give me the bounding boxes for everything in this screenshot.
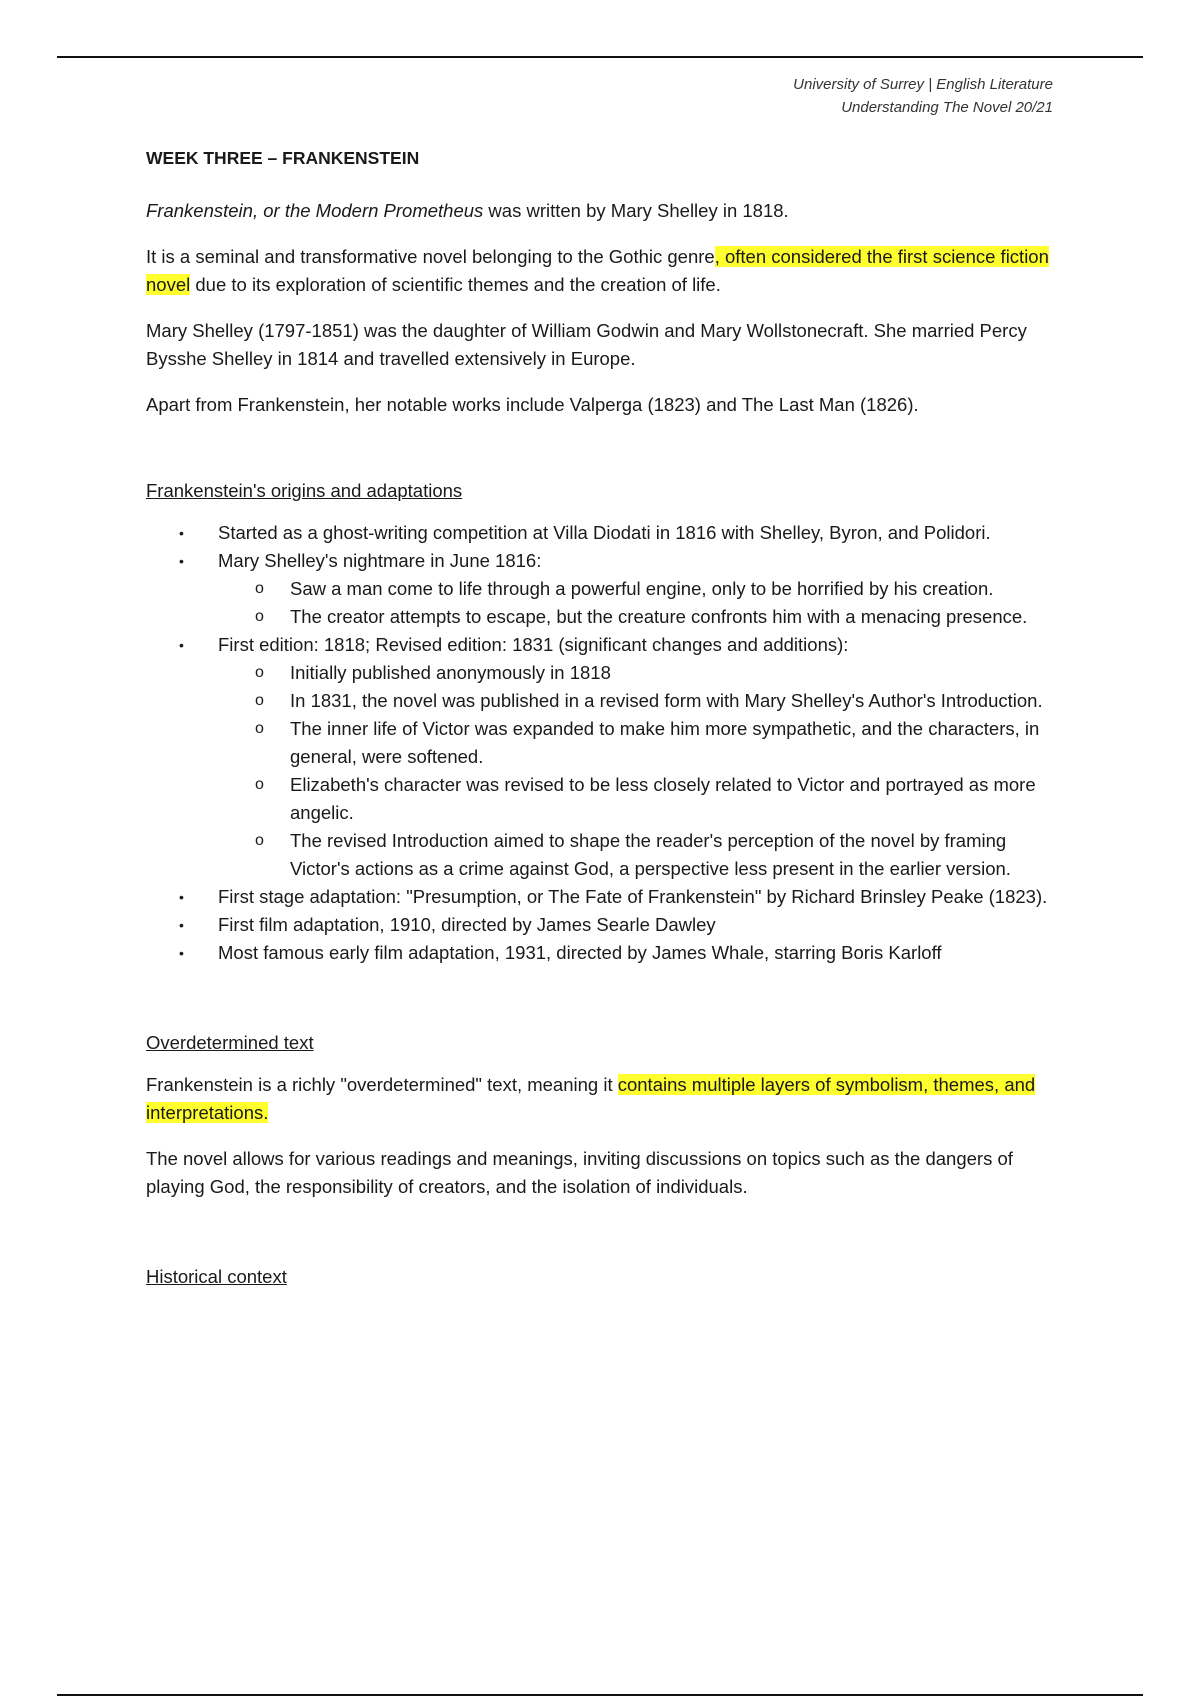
- origins-list: [146, 519, 1056, 967]
- intro-p1-text: was written by Mary Shelley in 1818.: [483, 200, 789, 221]
- page-title: WEEK THREE – FRANKENSTEIN: [146, 148, 420, 168]
- sub-item-text: Elizabeth's character was revised to be less closely related to Victor and portrayed as more angelic.: [290, 774, 1036, 823]
- list-item: [146, 939, 1056, 967]
- list-item: [146, 519, 1056, 547]
- list-item: [146, 631, 1056, 883]
- page-header: [793, 73, 1053, 119]
- sub-list-item: [218, 771, 1056, 827]
- list-item: [146, 547, 1056, 631]
- circle-bullet-icon: o: [255, 720, 264, 737]
- sub-list: [218, 659, 1056, 883]
- list-item-text: First edition: 1818; Revised edition: 1831 (significant changes and additions):: [218, 634, 849, 655]
- circle-bullet-icon: o: [255, 832, 264, 849]
- novel-title: Frankenstein, or the Modern Prometheus: [146, 200, 484, 221]
- sub-item-text: The inner life of Victor was expanded to make him more sympathetic, and the characters, in general, were softened.: [290, 718, 1040, 767]
- bullet-icon: •: [179, 637, 184, 653]
- circle-bullet-icon: o: [255, 580, 264, 597]
- sub-item-text: In 1831, the novel was published in a revised form with Mary Shelley's Author's Introduction.: [290, 690, 1043, 711]
- intro-paragraph-2: [146, 243, 1056, 299]
- list-item-text: Most famous early film adaptation, 1931, directed by James Whale, starring Boris Karloff: [218, 942, 942, 963]
- sub-list: [218, 575, 1056, 631]
- sub-list-item: [218, 659, 1056, 687]
- list-item-text: First film adaptation, 1910, directed by James Searle Dawley: [218, 914, 716, 935]
- bullet-icon: •: [179, 945, 184, 961]
- list-item-text: First stage adaptation: "Presumption, or The Fate of Frankenstein" by Richard Brinsley Peake (1823).: [218, 886, 1048, 907]
- overdetermined-p1-text: Frankenstein is a richly "overdetermined" text, meaning it: [146, 1074, 618, 1095]
- bullet-icon: •: [179, 525, 184, 541]
- overdetermined-paragraph-2: The novel allows for various readings and meanings, inviting discussions on topics such as the dangers of playing God, the responsibility of creators, and the isolation of individuals.: [146, 1148, 1013, 1197]
- list-item-text: Mary Shelley's nightmare in June 1816:: [218, 550, 542, 571]
- top-rule: [57, 56, 1143, 58]
- sub-item-text: The creator attempts to escape, but the creature confronts him with a menacing presence.: [290, 606, 1028, 627]
- circle-bullet-icon: o: [255, 692, 264, 709]
- list-item-text: Started as a ghost-writing competition at Villa Diodati in 1816 with Shelley, Byron, and Polidori.: [218, 522, 991, 543]
- highlight-first-scifi: , often considered the first science fiction novel: [146, 246, 1049, 295]
- highlight-multiple-layers: contains multiple layers of symbolism, themes, and interpretations.: [146, 1074, 1036, 1123]
- intro-p2-text-a: It is a seminal and transformative novel belonging to the Gothic genre: [146, 246, 715, 267]
- intro-paragraph-4: Apart from Frankenstein, her notable works include Valperga (1823) and The Last Man (1826).: [146, 394, 919, 415]
- circle-bullet-icon: o: [255, 776, 264, 793]
- intro-paragraph-1: [146, 197, 1056, 225]
- intro-p2-text-b: due to its exploration of scientific themes and the creation of life.: [190, 274, 721, 295]
- sub-list-item: [218, 603, 1056, 631]
- header-course: Understanding The Novel 20/21: [841, 99, 1053, 116]
- document-body: [146, 144, 1056, 1305]
- sub-list-item: [218, 687, 1056, 715]
- list-item: [146, 883, 1056, 911]
- intro-paragraph-3: Mary Shelley (1797-1851) was the daughter of William Godwin and Mary Wollstonecraft. She married Percy Bysshe Shelley in 1814 and travelled extensively in Europe.: [146, 320, 1027, 369]
- section-heading-historical: Historical context: [146, 1266, 287, 1287]
- header-institution: University of Surrey | English Literature: [793, 76, 1053, 93]
- bottom-rule: [57, 1694, 1143, 1696]
- list-item: [146, 911, 1056, 939]
- sub-item-text: Saw a man come to life through a powerful engine, only to be horrified by his creation.: [290, 578, 994, 599]
- bullet-icon: •: [179, 553, 184, 569]
- sub-list-item: [218, 715, 1056, 771]
- overdetermined-paragraph-1: [146, 1071, 1056, 1127]
- circle-bullet-icon: o: [255, 664, 264, 681]
- sub-list-item: [218, 575, 1056, 603]
- section-heading-overdetermined: Overdetermined text: [146, 1032, 314, 1053]
- circle-bullet-icon: o: [255, 608, 264, 625]
- sub-item-text: The revised Introduction aimed to shape the reader's perception of the novel by framing Victor's actions as a crime against God, a perspective less present in the earlier version.: [290, 830, 1011, 879]
- bullet-icon: •: [179, 917, 184, 933]
- sub-list-item: [218, 827, 1056, 883]
- bullet-icon: •: [179, 889, 184, 905]
- section-heading-origins: Frankenstein's origins and adaptations: [146, 480, 463, 501]
- sub-item-text: Initially published anonymously in 1818: [290, 662, 611, 683]
